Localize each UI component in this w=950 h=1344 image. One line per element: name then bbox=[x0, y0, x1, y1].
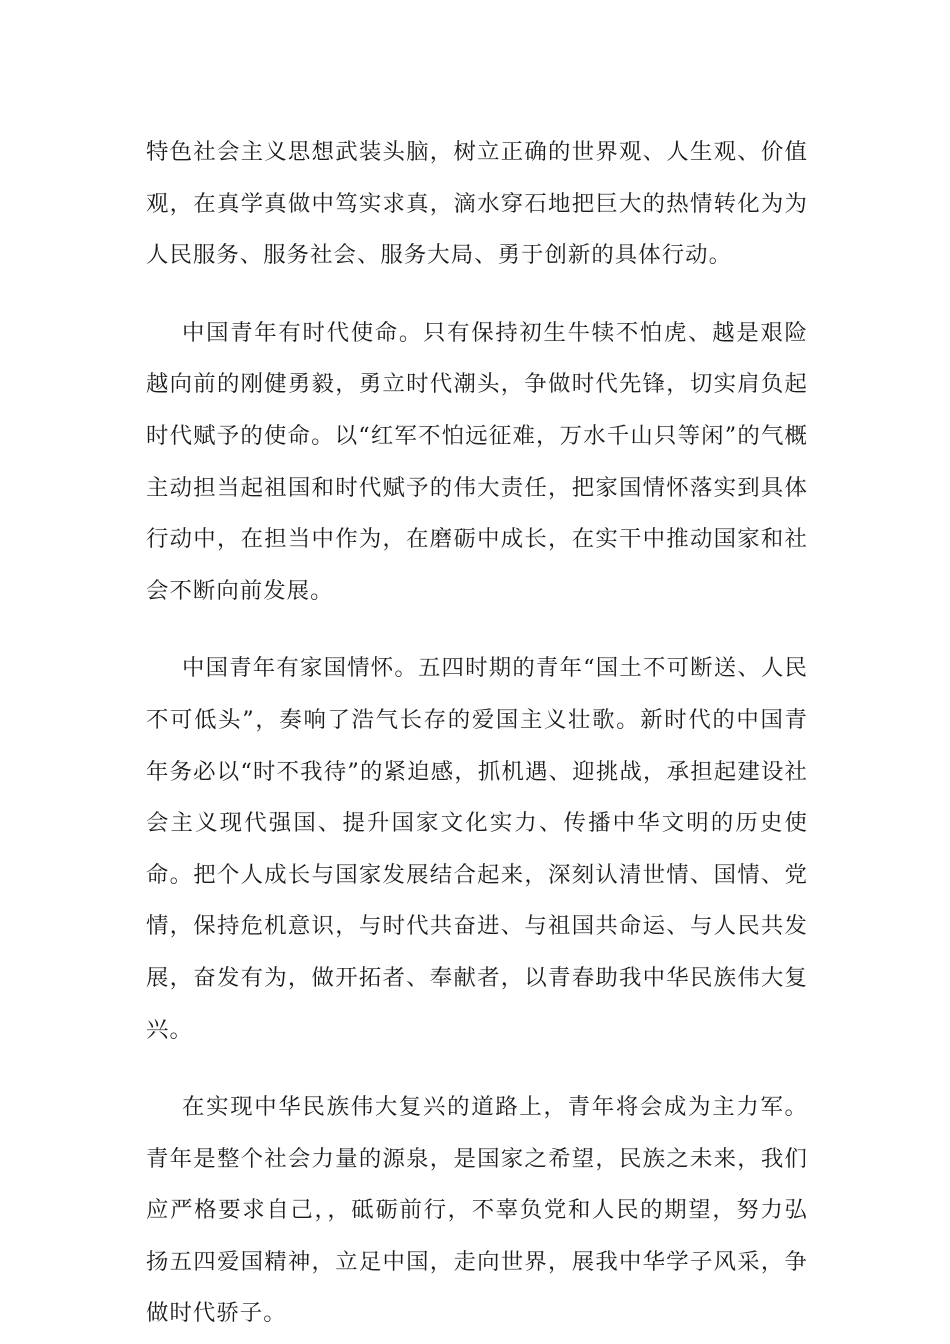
paragraph-spacer bbox=[146, 617, 808, 643]
paragraph-4: 在实现中华民族伟大复兴的道路上，青年将会成为主力军。青年是整个社会力量的源泉，是国家之希望，民族之未来，我们应严格要求自己，，砥砺前行，不辜负党和人民的期望，努力弘扬五四爱国精神，立足中国，走向世界，展我中华学子风采，争做时代骄子。 bbox=[146, 1094, 808, 1327]
paragraph-spacer bbox=[146, 1056, 808, 1082]
paragraph-1: 特色社会主义思想武装头脑，树立正确的世界观、人生观、价值观，在真学真做中笃实求真，滴水穿石地把巨大的热情转化为为人民服务、服务社会、服务大局、勇于创新的具体行动。 bbox=[146, 139, 808, 269]
paragraph-spacer bbox=[146, 282, 808, 308]
document-body bbox=[146, 127, 808, 1340]
paragraph-3: 中国青年有家国情怀。五四时期的青年“国土不可断送、人民不可低头”，奏响了浩气长存的爱国主义壮歌。新时代的中国青年务必以“时不我待”的紧迫感，抓机遇、迎挑战，承担起建设社会主义现代强国、提升国家文化实力、传播中华文明的历史使命。把个人成长与国家发展结合起来，深刻认清世情、国情、党情，保持危机意识，与时代共奋进、与祖国共命运、与人民共发展，奋发有为，做开拓者、奉献者，以青春助我中华民族伟大复兴。 bbox=[146, 655, 808, 1043]
paragraph-2: 中国青年有时代使命。只有保持初生牛犊不怕虎、越是艰险越向前的刚健勇毅，勇立时代潮头，争做时代先锋，切实肩负起时代赋予的使命。以“红军不怕远征难，万水千山只等闲”的气概主动担当起祖国和时代赋予的伟大责任，把家国情怀落实到具体行动中，在担当中作为，在磨砺中成长，在实干中推动国家和社会不断向前发展。 bbox=[146, 319, 808, 604]
